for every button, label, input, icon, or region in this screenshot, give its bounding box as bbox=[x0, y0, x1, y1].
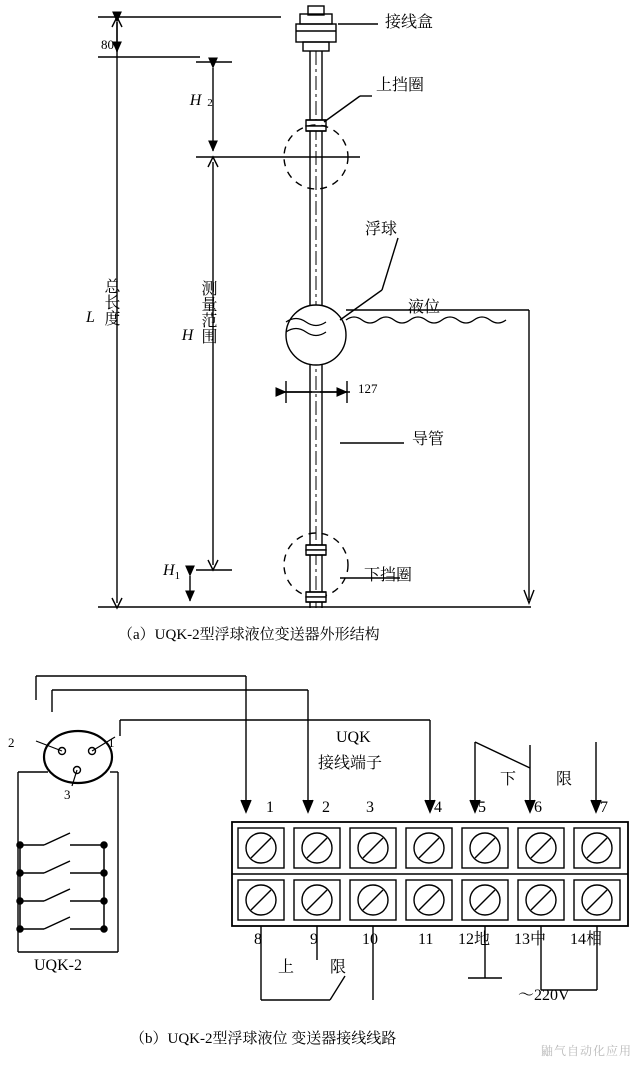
annotation-supply: ～220V bbox=[518, 987, 570, 1004]
dim-127: 127 bbox=[358, 381, 378, 396]
annotation-limit: 限 bbox=[330, 959, 347, 976]
dim-h2-letter: H bbox=[187, 92, 204, 109]
dim-h1-sub: 1 bbox=[174, 570, 181, 583]
top-switch-label-down: 下 bbox=[500, 771, 517, 788]
terminal-bottom-num-10: 10 bbox=[362, 931, 378, 948]
annotation-upper: 上 bbox=[278, 959, 295, 976]
terminal-bottom-num-11: 11 bbox=[418, 931, 434, 948]
terminal-title-line1: UQK bbox=[336, 729, 371, 746]
dim-80: 80 bbox=[101, 37, 114, 52]
terminal-bottom-num-8: 8 bbox=[254, 931, 262, 948]
watermark: 鼬气自动化应用 bbox=[540, 1044, 632, 1058]
device-label-uqk2: UQK-2 bbox=[34, 957, 82, 974]
label-upper-ring: 上挡圈 bbox=[376, 77, 425, 94]
dim-h2-sub: 2 bbox=[204, 97, 216, 109]
label-conduit: 导管 bbox=[412, 431, 445, 448]
label-float-ball: 浮球 bbox=[365, 221, 398, 238]
terminal-top-num-6: 6 bbox=[534, 799, 542, 816]
label-lower-ring: 下挡圈 bbox=[364, 567, 413, 584]
terminal-bottom-num-9: 9 bbox=[310, 931, 318, 948]
top-switch-label-limit: 限 bbox=[556, 771, 573, 788]
dim-measure-range bbox=[178, 280, 219, 349]
dim-total-length-L: L bbox=[82, 309, 99, 326]
label-liquid-level: 液位 bbox=[408, 299, 441, 316]
terminal-top-num-4: 4 bbox=[434, 799, 442, 816]
dim-measure-range-text: 测量范围 bbox=[199, 280, 216, 344]
dim-measure-range-H: H bbox=[179, 327, 196, 344]
ball-terminal-2: 2 bbox=[8, 735, 15, 750]
terminal-top-num-3: 3 bbox=[366, 799, 374, 816]
ball-terminal-3: 3 bbox=[64, 787, 71, 802]
dim-h2 bbox=[186, 92, 216, 114]
terminal-top-num-2: 2 bbox=[322, 799, 330, 816]
dim-total-length bbox=[81, 278, 122, 331]
dim-h1-letter: H bbox=[163, 562, 175, 579]
terminal-top-num-1: 1 bbox=[266, 799, 274, 816]
dim-total-length-text: 总长度 bbox=[102, 278, 119, 326]
caption-a: （a）UQK-2型浮球液位变送器外形结构 bbox=[118, 627, 380, 643]
dim-h1 bbox=[163, 562, 180, 582]
terminal-top-num-7: 7 bbox=[600, 799, 608, 816]
label-junction-box: 接线盒 bbox=[385, 14, 434, 31]
terminal-title-line2: 接线端子 bbox=[318, 755, 383, 772]
caption-b: （b）UQK-2型浮球液位 变送器接线线路 bbox=[130, 1031, 397, 1047]
terminal-bottom-num-12: 12地 bbox=[458, 931, 491, 948]
terminal-top-num-5: 5 bbox=[478, 799, 486, 816]
terminal-bottom-num-13: 13中 bbox=[514, 931, 547, 948]
terminal-bottom-num-14: 14相 bbox=[570, 931, 603, 948]
ball-terminal-1: 1 bbox=[108, 735, 115, 750]
